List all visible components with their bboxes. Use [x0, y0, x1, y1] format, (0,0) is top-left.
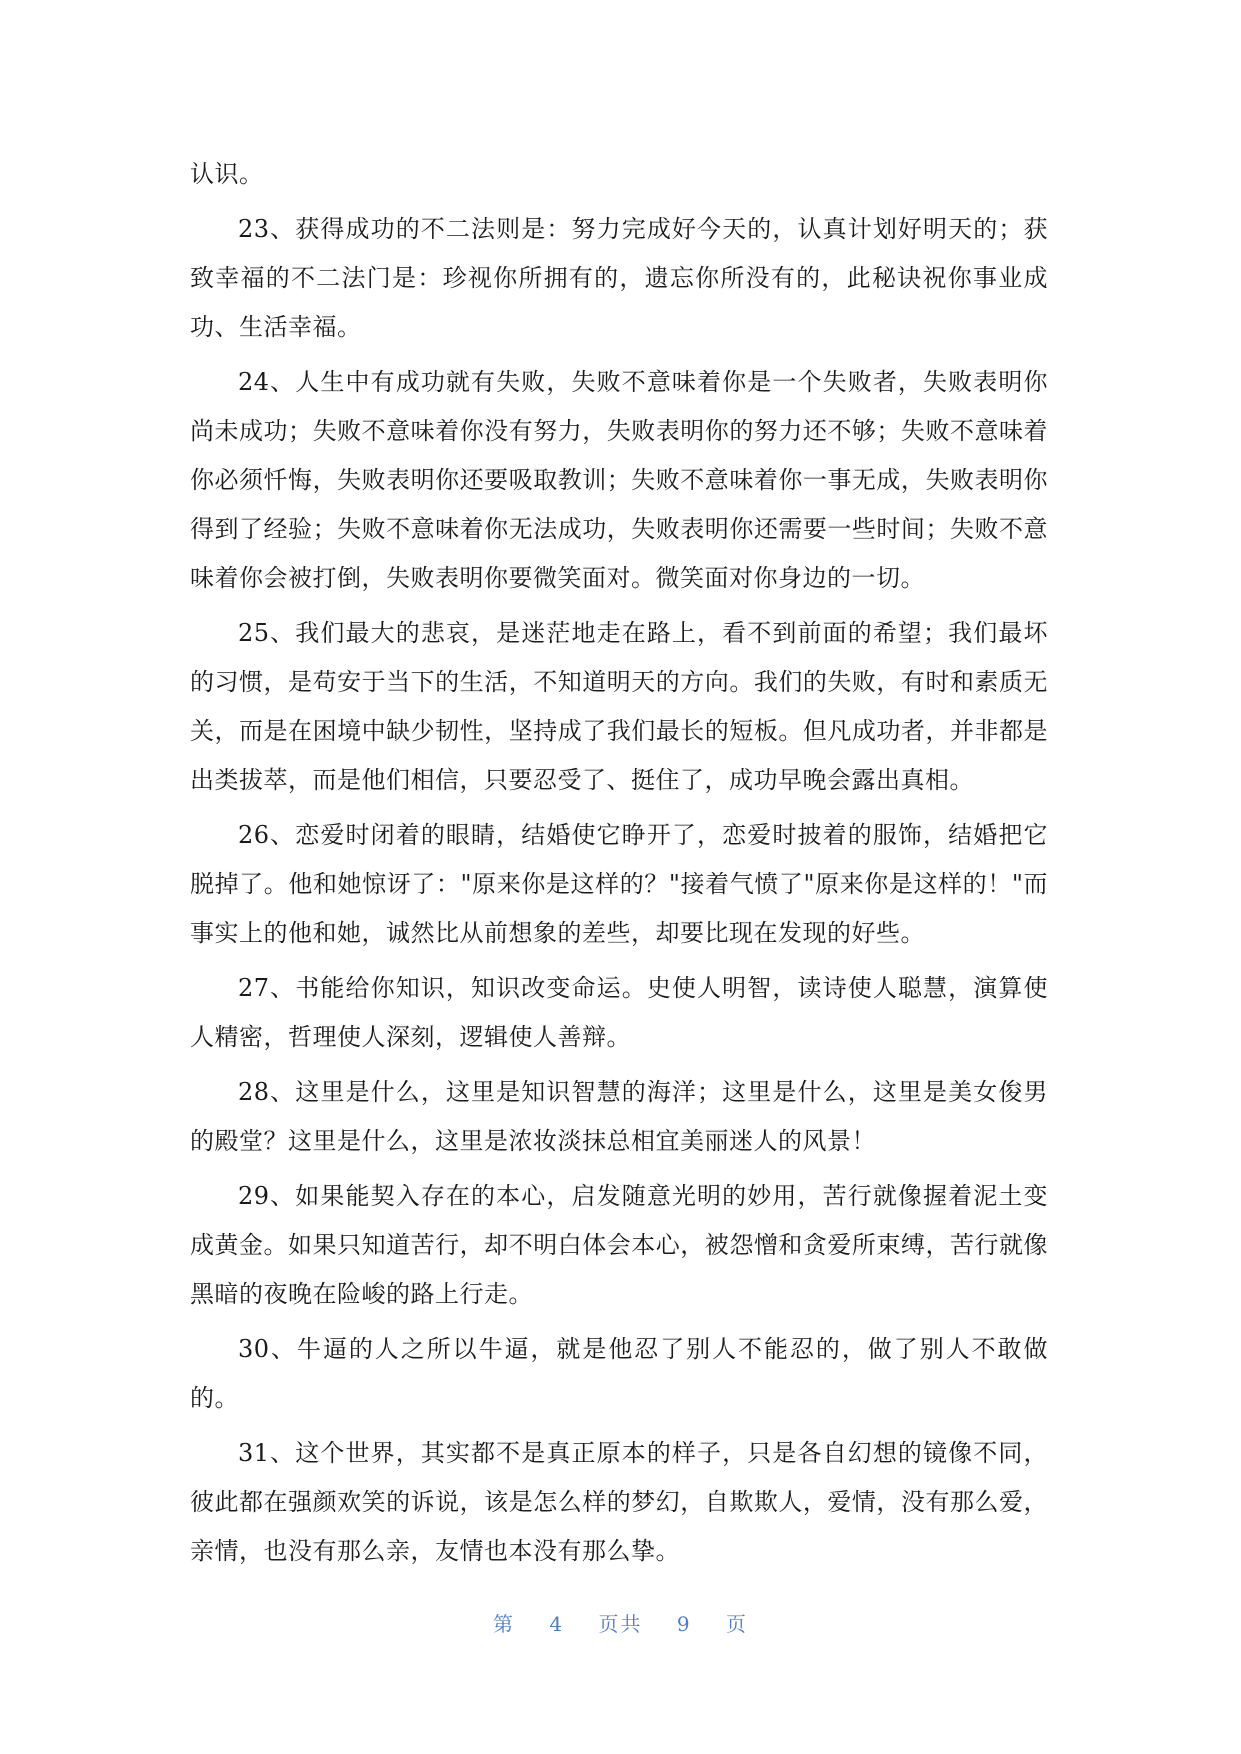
paragraph-29: 29、如果能契入存在的本心，启发随意光明的妙用，苦行就像握着泥土变成黄金。如果只知道苦行，却不明白体会本心，被怨憎和贪爱所束缚，苦行就像黑暗的夜晚在险峻的路上行走。 — [190, 1182, 1048, 1308]
paragraph-27: 27、书能给你知识，知识改变命运。史使人明智，读诗使人聪慧，演算使人精密，哲理使人深刻，逻辑使人善辩。 — [190, 974, 1048, 1051]
document-body — [190, 150, 1048, 1582]
paragraph-25: 25、我们最大的悲哀，是迷茫地走在路上，看不到前面的希望；我们最坏的习惯，是苟安于当下的生活，不知道明天的方向。我们的失败，有时和素质无关，而是在困境中缺少韧性，坚持成了我们最长的短板。但凡成功者，并非都是出类拔萃，而是他们相信，只要忍受了、挺住了，成功早晚会露出真相。 — [190, 619, 1048, 794]
paragraph-30: 30、牛逼的人之所以牛逼，就是他忍了别人不能忍的，做了别人不敢做的。 — [190, 1335, 1048, 1412]
footer-current-page: 4 — [549, 1612, 565, 1636]
paragraph-31: 31、这个世界，其实都不是真正原本的样子，只是各自幻想的镜像不同，彼此都在强颜欢笑的诉说，该是怎么样的梦幻，自欺欺人，爱情，没有那么爱，亲情，也没有那么亲，友情也本没有那么挚。 — [190, 1439, 1048, 1565]
paragraph-26: 26、恋爱时闭着的眼睛，结婚使它睁开了，恋爱时披着的服饰，结婚把它脱掉了。他和她惊讶了："原来你是这样的？"接着气愤了"原来你是这样的！"而事实上的他和她，诚然比从前想象的差些，却要比现在发现的好些。 — [190, 821, 1048, 947]
paragraph-28: 28、这里是什么，这里是知识智慧的海洋；这里是什么，这里是美女俊男的殿堂？这里是什么，这里是浓妆淡抹总相宜美丽迷人的风景！ — [190, 1078, 1048, 1155]
footer-middle: 页共 — [598, 1612, 643, 1636]
footer-total-pages: 9 — [676, 1612, 692, 1636]
paragraph-continued: 认识。 — [190, 160, 264, 188]
paragraph-24: 24、人生中有成功就有失败，失败不意味着你是一个失败者，失败表明你尚未成功；失败不意味着你没有努力，失败表明你的努力还不够；失败不意味着你必须忏悔，失败表明你还要吸取教训；失败不意味着你一事无成，失败表明你得到了经验；失败不意味着你无法成功，失败表明你还需要一些时间；失败不意味着你会被打倒，失败表明你要微笑面对。微笑面对你身边的一切。 — [190, 368, 1048, 592]
footer-suffix: 页 — [725, 1612, 748, 1636]
page-footer — [0, 1608, 1241, 1637]
footer-prefix: 第 — [493, 1612, 516, 1636]
paragraph-23: 23、获得成功的不二法则是：努力完成好今天的，认真计划好明天的；获致幸福的不二法门是：珍视你所拥有的，遗忘你所没有的，此秘诀祝你事业成功、生活幸福。 — [190, 215, 1048, 341]
